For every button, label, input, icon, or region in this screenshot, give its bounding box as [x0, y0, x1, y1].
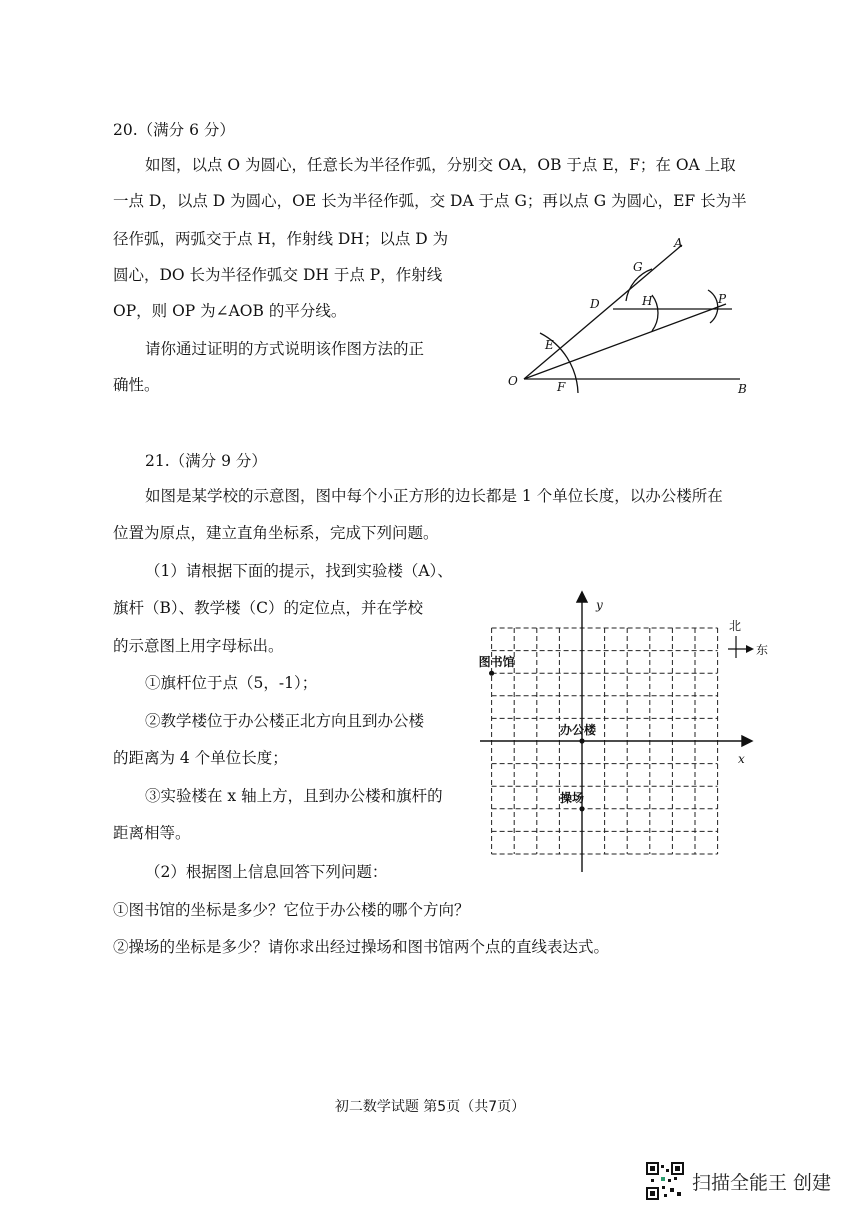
arc-H — [652, 295, 658, 331]
q20-line-2: 一点 D，以点 D 为圆心，OE 长为半径作弧，交 DA 于点 G；再以点 G 为圆心，EF 长为半 — [113, 192, 747, 210]
q21-line-11: （2）根据图上信息回答下列问题： — [145, 863, 388, 881]
place-label: 操场 — [560, 790, 585, 805]
label-B: B — [738, 382, 747, 396]
q20-line-4: 圆心，DO 长为半径作弧交 DH 于点 P，作射线 — [113, 266, 443, 284]
page-footer: 初二数学试题 第5页（共7页） — [334, 1099, 526, 1115]
compass — [728, 619, 768, 658]
q21-line-10: 距离相等。 — [113, 824, 191, 842]
place-label: 办公楼 — [560, 723, 597, 737]
label-P: P — [718, 292, 727, 306]
q20-line-5: OP，则 OP 为∠AOB 的平分线。 — [113, 302, 347, 320]
label-D: D — [590, 297, 600, 311]
q21-line-5: 的示意图上用字母标出。 — [113, 637, 284, 655]
q21-title: 21.（满分 9 分） — [145, 452, 267, 470]
watermark-text: 扫描全能王 创建 — [692, 1172, 832, 1194]
q21-line-9: ③实验楼在 x 轴上方，且到办公楼和旗杆的 — [145, 787, 443, 805]
place-point — [579, 806, 584, 811]
arc-P — [708, 290, 718, 323]
label-E: E — [545, 338, 554, 352]
q20-title: 20.（满分 6 分） — [113, 121, 235, 139]
school-grid-figure — [480, 590, 780, 880]
q21-line-2: 位置为原点，建立直角坐标系，完成下列问题。 — [113, 524, 439, 542]
place-label: 图书馆 — [478, 655, 515, 670]
q21-line-3: （1）请根据下面的提示，找到实验楼（A）、 — [145, 562, 453, 580]
q20-line-3: 径作弧，两弧交于点 H，作射线 DH；以点 D 为 — [113, 230, 449, 248]
compass-east: 东 — [756, 643, 769, 657]
label-A: A — [674, 236, 683, 250]
q21-line-6: ①旗杆位于点（5，-1）； — [145, 674, 318, 692]
place-point — [489, 671, 494, 676]
compass-north: 北 — [729, 619, 742, 633]
q21-line-7: ②教学楼位于办公楼正北方向且到办公楼 — [145, 712, 425, 730]
q20-line-7: 确性。 — [113, 376, 160, 394]
q21-line-4: 旗杆（B）、教学楼（C）的定位点，并在学校 — [113, 599, 424, 617]
ray-OP — [524, 304, 726, 379]
q20-line-1: 如图，以点 O 为圆心，任意长为半径作弧，分别交 OA，OB 于点 E，F；在 OA 上取 — [145, 156, 736, 174]
y-axis-arrow — [577, 592, 587, 602]
angle-bisector-figure — [500, 235, 770, 405]
x-axis-arrow — [742, 736, 752, 746]
qr-code-icon — [646, 1162, 684, 1200]
q21-line-13: ②操场的坐标是多少？请你求出经过操场和图书馆两个点的直线表达式。 — [113, 938, 610, 956]
q21-line-12: ①图书馆的坐标是多少？它位于办公楼的哪个方向？ — [113, 901, 470, 919]
q20-line-6: 请你通过证明的方式说明该作图方法的正 — [145, 340, 425, 358]
y-axis-label: y — [596, 598, 603, 612]
label-F: F — [557, 380, 566, 394]
label-H: H — [642, 294, 653, 308]
q21-line-8: 的距离为 4 个单位长度； — [113, 749, 288, 767]
label-G: G — [633, 260, 643, 274]
place-point — [579, 738, 584, 743]
q21-line-1: 如图是某学校的示意图，图中每个小正方形的边长都是 1 个单位长度，以办公楼所在 — [145, 487, 723, 505]
label-O: O — [508, 374, 518, 388]
x-axis-label: x — [738, 752, 745, 766]
